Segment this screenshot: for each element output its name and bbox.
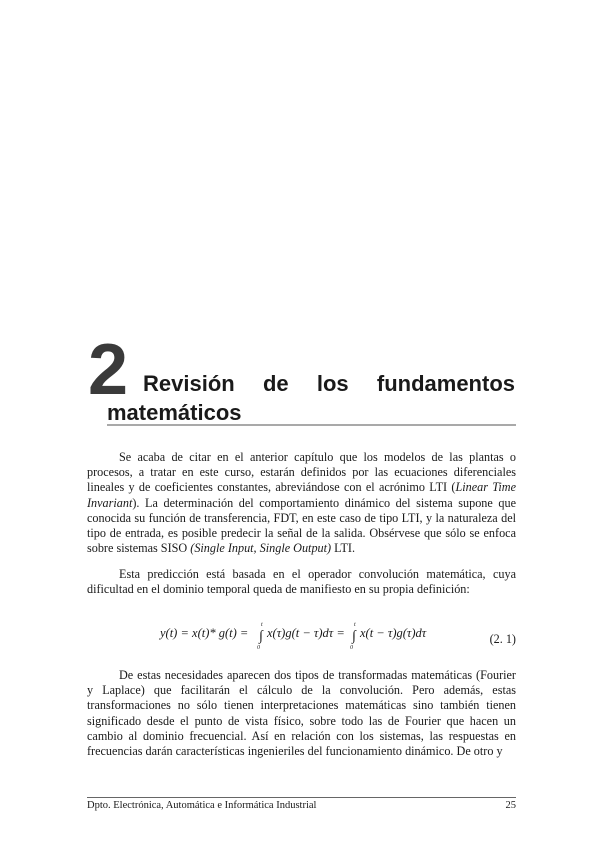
equation-number: (2. 1)	[489, 632, 516, 646]
chapter-number: 2	[88, 330, 127, 410]
integral-body: x(t − τ)g(τ)dτ	[360, 626, 427, 640]
chapter-title-line2: matemáticos	[107, 400, 242, 425]
integral-upper-limit: t	[261, 622, 263, 628]
chapter-title-line1: Revisión de los fundamentos	[143, 371, 515, 396]
integral-sign-icon: ∫	[259, 629, 263, 644]
paragraph-emphasis: Linear Time Invariant	[87, 480, 516, 510]
integral-lower-limit: 0	[350, 645, 353, 651]
footer-department: Dpto. Electrónica, Automática e Informática Industrial	[87, 800, 317, 811]
integral-lower-limit: 0	[257, 645, 260, 651]
paragraph-text: ). La determinación del comportamiento dinámico del sistema supone que conocida su función de transferencia, FDT, en este caso de tipo LTI, y la naturaleza del tipo de entrada, es posible predecir la señal de la salida. Obsérvese que sólo se enfoca sobre sistemas SISO	[87, 495, 516, 556]
paragraph-transforms	[87, 668, 516, 759]
convolution-equation	[160, 618, 440, 656]
footer-divider	[87, 797, 516, 798]
integral-body: x(τ)g(t − τ)dτ =	[267, 626, 345, 640]
page-number: 25	[505, 800, 516, 811]
integral-upper-limit: t	[354, 622, 356, 628]
paragraph-intro	[87, 450, 516, 556]
equation-lhs: y(t) = x(t)* g(t) =	[160, 626, 249, 640]
paragraph-text: Se acaba de citar en el anterior capítulo que los modelos de las plantas o procesos, a tratar en este curso, estarán definidos por las ecuaciones diferenciales lineales y de coeficientes constantes, abreviándose con el acrónimo LTI (	[87, 450, 516, 495]
paragraph-text: De estas necesidades aparecen dos tipos de transformadas matemáticas (Fourier y Laplace) que facilitarán el cálculo de la convolución. Pero además, estas transformaciones no sólo tienen interpretaciones matemáticas sino también tienen significado desde el punto de vista físico, sobre todo las de Fourier que hacen un cambio al dominio frecuencial. Así en relación con los sistemas, las respuestas en frecuencias darán características ingenieriles del funcionamiento dinámico. De otro y	[87, 668, 516, 759]
paragraph-text: LTI.	[331, 541, 355, 556]
chapter-divider	[107, 424, 516, 426]
integral-sign-icon: ∫	[352, 629, 356, 644]
paragraph-convolution	[87, 567, 516, 597]
paragraph-text: Esta predicción está basada en el operador convolución matemática, cuya dificultad en el dominio temporal queda de manifiesto en su propia definición:	[87, 567, 516, 597]
paragraph-emphasis: (Single Input, Single Output)	[190, 541, 332, 556]
equation-svg	[160, 618, 440, 652]
